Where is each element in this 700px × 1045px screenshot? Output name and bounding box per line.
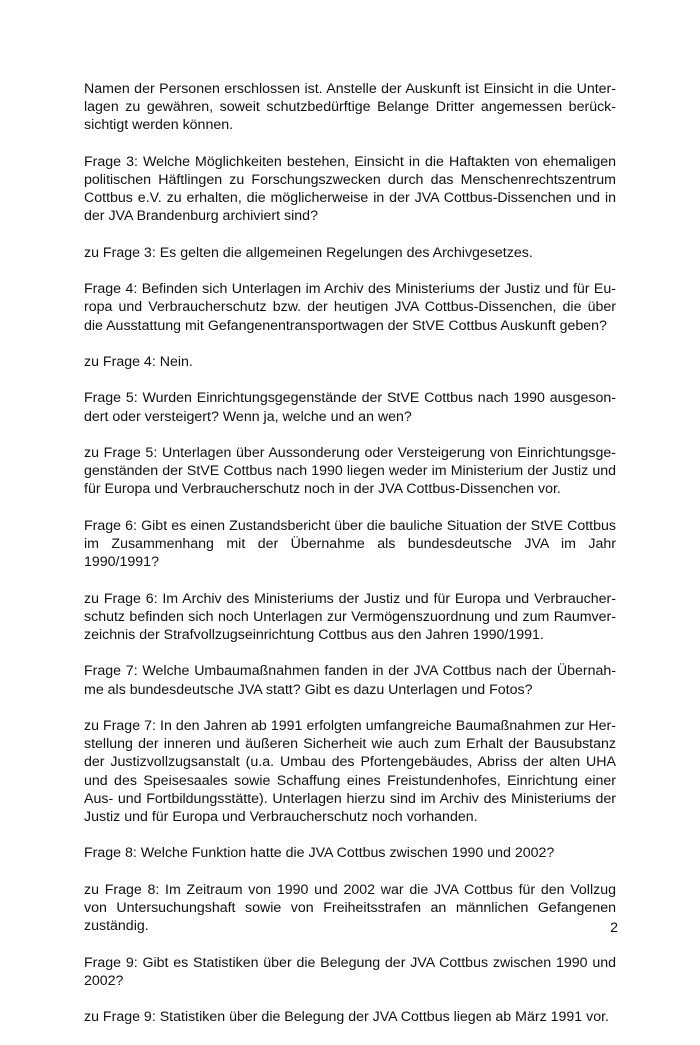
question-6: Frage 6: Gibt es einen Zustandsbericht über die bauliche Situation der StVE Cottbus im Zusammenhang mit der Übernahme als bundesdeutsche JVA im Jahr 1990/1991? [84, 517, 616, 571]
question-4: Frage 4: Befinden sich Unterlagen im Archiv des Ministeriums der Justiz und für Eu-ropa und Verbraucherschutz bzw. der heutigen JVA Cottbus-Dissenchen, die über die Ausstattung mit Gefangenentransportwagen der StVE Cottbus Auskunft geben? [84, 281, 616, 334]
paragraph-archive-access: Namen der Personen erschlossen ist. Anstelle der Auskunft ist Einsicht in die Unter-lagen zu gewähren, soweit schutzbedürftige Belange Dritter angemessen berück-sichtigt werden können. [84, 81, 616, 134]
answer-8: zu Frage 8: Im Zeitraum von 1990 und 2002 war die JVA Cottbus für den Vollzug von Untersuchungshaft sowie von Freiheitsstrafen an männlichen Gefangenen zuständig. [84, 881, 616, 935]
question-8: Frage 8: Welche Funktion hatte die JVA Cottbus zwischen 1990 und 2002? [84, 845, 555, 862]
answer-5: zu Frage 5: Unterlagen über Aussonderung oder Versteigerung von Einrichtungsge-genständen der StVE Cottbus nach 1990 liegen weder im Ministerium der Justiz und für Europa und Verbraucherschutz noch in der JVA Cottbus-Dissenchen vor. [84, 444, 616, 498]
question-7: Frage 7: Welche Umbaumaßnahmen fanden in der JVA Cottbus nach der Übernah-me als bundesdeutsche JVA statt? Gibt es dazu Unterlagen und Fotos? [84, 663, 616, 698]
answer-7: zu Frage 7: In den Jahren ab 1991 erfolgten umfangreiche Baumaßnahmen zur Her-stellung der inneren und äußeren Sicherheit wie auch zum Erhalt der Bausubstanz der Justizvollzugsanstalt (u.a. Umbau des Pfortengebäudes, Abriss der alten UHA und des Speisesaales sowie Schaffung eines Freistundenhofes, Einrichtung einer Aus- und Fortbildungsstätte). Unterlagen hierzu sind im Archiv des Ministeriums der Justiz und für Europa und Verbraucherschutz noch vorhanden. [84, 717, 616, 825]
page-number: 2 [610, 920, 618, 936]
question-9: Frage 9: Gibt es Statistiken über die Belegung der JVA Cottbus zwischen 1990 und 2002? [84, 954, 616, 989]
question-5: Frage 5: Wurden Einrichtungsgegenstände der StVE Cottbus nach 1990 ausgeson-dert oder versteigert? Wenn ja, welche und an wen? [84, 390, 616, 425]
question-3: Frage 3: Welche Möglichkeiten bestehen, Einsicht in die Haftakten von ehemaligen politischen Häftlingen zu Forschungszwecken durch das Menschenrechtszentrum Cottbus e.V. zu erhalten, die möglicherweise in der JVA Cottbus-Dissenchen und in der JVA Brandenburg archiviert sind? [84, 153, 616, 225]
document-body [84, 80, 616, 1045]
answer-6: zu Frage 6: Im Archiv des Ministeriums der Justiz und für Europa und Verbraucher-schutz befinden sich noch Unterlagen zur Vermögenszuordnung und zum Raumver-zeichnis der Strafvollzugseinrichtung Cottbus aus den Jahren 1990/1991. [84, 590, 616, 643]
answer-4: zu Frage 4: Nein. [84, 353, 193, 370]
answer-9: zu Frage 9: Statistiken über die Belegung der JVA Cottbus liegen ab März 1991 vor. [84, 1009, 609, 1026]
answer-3: zu Frage 3: Es gelten die allgemeinen Regelungen des Archivgesetzes. [84, 244, 533, 261]
